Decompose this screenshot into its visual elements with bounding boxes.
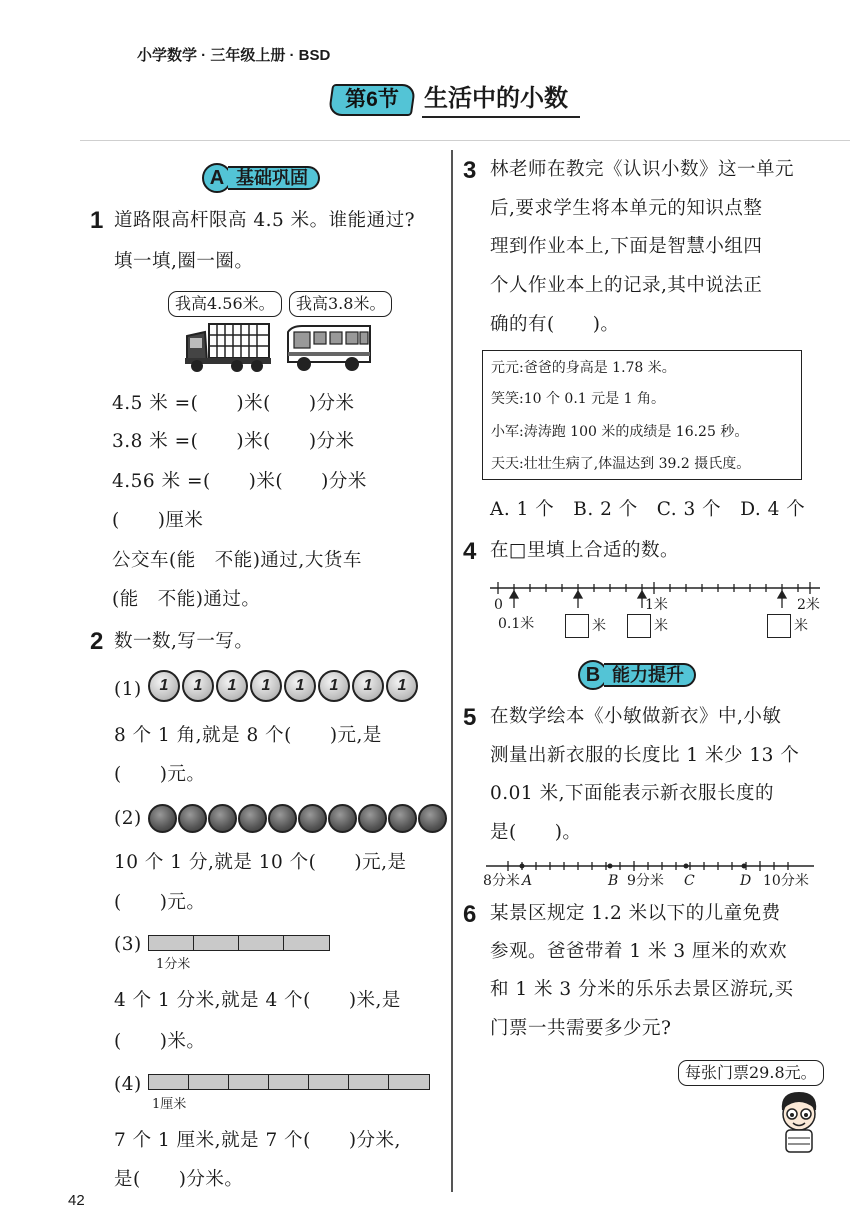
q2-part4-line1: 7 个 1 厘米,就是 7 个( )分米, xyxy=(114,1130,401,1151)
jiao-coin: 1 xyxy=(216,670,248,702)
q5-line: 测量出新衣服的长度比 1 米少 13 个 xyxy=(490,745,800,766)
q3-line: 林老师在教完《认识小数》这一单元 xyxy=(490,159,795,180)
q2-number: 2 xyxy=(90,628,104,655)
q6-line: 参观。爸爸带着 1 米 3 厘米的欢欢 xyxy=(490,941,788,962)
jiao-coin: 1 xyxy=(182,670,214,702)
q2-part1-line2: ( )元。 xyxy=(114,764,206,785)
jiao-coin-row xyxy=(148,670,418,702)
fen-coin xyxy=(208,804,237,833)
q4-unit: 米 xyxy=(654,618,668,634)
notes-box xyxy=(482,350,802,480)
q1-fill-3b: ( )厘米 xyxy=(112,510,204,531)
fen-coin xyxy=(148,804,177,833)
top-divider xyxy=(80,140,850,141)
q5-label-d: D xyxy=(740,873,752,889)
note-xiaoxiao: 笑笑:10 个 0.1 元是 1 角。 xyxy=(491,391,665,407)
decimeter-strip xyxy=(148,935,330,951)
q2-part4-line2: 是( )分米。 xyxy=(114,1169,244,1190)
q2-part1-line1: 8 个 1 角,就是 8 个( )元,是 xyxy=(114,725,382,746)
fen-coin xyxy=(298,804,327,833)
q5-label-8dm: 8分米 xyxy=(483,873,520,889)
fen-coin xyxy=(388,804,417,833)
q6-line: 和 1 米 3 分米的乐乐去景区游玩,买 xyxy=(490,979,794,1000)
q2-part3-label: (3) xyxy=(114,934,142,955)
q2-part2-label: (2) xyxy=(114,808,142,829)
q2-part2-line2: ( )元。 xyxy=(114,892,206,913)
decimeter-unit-label: 1分米 xyxy=(156,957,191,972)
q5-label-c: C xyxy=(684,873,695,889)
q6-line: 门票一共需要多少元? xyxy=(490,1018,672,1039)
section-name: 生活中的小数 xyxy=(424,85,568,112)
fen-coin xyxy=(328,804,357,833)
note-tiantian: 天天:壮壮生病了,体温达到 39.2 摄氏度。 xyxy=(491,456,751,472)
q5-label-10dm: 10分米 xyxy=(763,873,809,889)
series-header: 小学数学 · 三年级上册 · BSD xyxy=(137,47,331,64)
note-yuanyuan: 元元:爸爸的身高是 1.78 米。 xyxy=(491,360,676,376)
centimeter-unit-label: 1厘米 xyxy=(152,1097,187,1112)
q1-number: 1 xyxy=(90,207,104,234)
note-xiaojun: 小军:涛涛跑 100 米的成绩是 16.25 秒。 xyxy=(491,424,749,440)
section-badge xyxy=(328,84,416,116)
q3-line: 理到作业本上,下面是智慧小组四 xyxy=(490,236,763,257)
truck-icon xyxy=(183,320,273,378)
section-badge-text: 第6节 xyxy=(345,88,399,111)
jiao-coin: 1 xyxy=(148,670,180,702)
part-a-letter: A xyxy=(202,163,232,193)
q3-line: 个人作业本上的记录,其中说法正 xyxy=(490,275,763,296)
q1-fill-3a: 4.56 米 =( )米( )分米 xyxy=(112,471,367,492)
q3-number: 3 xyxy=(463,157,477,184)
q1-line2: 填一填,圈一圈。 xyxy=(114,251,254,272)
jiao-coin: 1 xyxy=(318,670,350,702)
fen-coin xyxy=(238,804,267,833)
q4-unit: 米 xyxy=(592,618,606,634)
q3-line: 后,要求学生将本单元的知识点整 xyxy=(490,198,763,219)
part-b-label: 能力提升 xyxy=(604,663,696,687)
q4-label-zero: 0 xyxy=(494,597,503,613)
fen-coin xyxy=(178,804,207,833)
fen-coin xyxy=(418,804,447,833)
q1-line1: 道路限高杆限高 4.5 米。谁能通过? xyxy=(114,210,416,231)
answer-box[interactable] xyxy=(627,614,651,638)
q1-fill-1: 4.5 米 =( )米( )分米 xyxy=(112,393,355,414)
q2-part1-label: (1) xyxy=(114,679,142,700)
jiao-coin: 1 xyxy=(352,670,384,702)
ticket-price-bubble: 每张门票29.8元。 xyxy=(678,1060,824,1086)
q5-line: 在数学绘本《小敏做新衣》中,小敏 xyxy=(490,706,782,727)
q4-title: 在□里填上合适的数。 xyxy=(490,540,679,561)
q3-options: A. 1 个 B. 2 个 C. 3 个 D. 4 个 xyxy=(490,499,806,520)
q5-line: 0.01 米,下面能表示新衣服长度的 xyxy=(490,783,774,804)
q2-part4-label: (4) xyxy=(114,1074,142,1095)
boy-character-icon xyxy=(776,1088,822,1162)
q5-label-a: A xyxy=(522,873,533,889)
jiao-coin: 1 xyxy=(250,670,282,702)
part-a-label: 基础巩固 xyxy=(228,166,320,190)
q1-fill-2: 3.8 米 =( )米( )分米 xyxy=(112,431,355,452)
bus-speech-bubble: 我高3.8米。 xyxy=(289,291,392,317)
q1-choice-2: (能 不能)通过。 xyxy=(112,589,261,610)
q3-line: 确的有( )。 xyxy=(490,314,620,335)
answer-box[interactable] xyxy=(565,614,589,638)
q4-number: 4 xyxy=(463,538,477,565)
q4-label-2m: 2米 xyxy=(797,597,820,613)
jiao-coin: 1 xyxy=(284,670,316,702)
q2-title: 数一数,写一写。 xyxy=(114,631,254,652)
truck-speech-bubble: 我高4.56米。 xyxy=(168,291,282,317)
fen-coin-row xyxy=(148,804,447,833)
q4-label-01m: 0.1米 xyxy=(498,616,535,632)
centimeter-strip xyxy=(148,1074,430,1090)
answer-box[interactable] xyxy=(767,614,791,638)
q2-part3-line2: ( )米。 xyxy=(114,1031,206,1052)
q2-part2-line1: 10 个 1 分,就是 10 个( )元,是 xyxy=(114,852,407,873)
q4-unit: 米 xyxy=(794,618,808,634)
q5-label-9dm: 9分米 xyxy=(627,873,664,889)
q6-number: 6 xyxy=(463,901,477,928)
bus-icon xyxy=(284,322,374,378)
fen-coin xyxy=(358,804,387,833)
q5-line: 是( )。 xyxy=(490,822,582,843)
column-divider xyxy=(451,150,453,1192)
q2-part3-line1-text: 4 个 1 分米,就是 4 个( )米,是 xyxy=(114,990,401,1011)
q1-choice-1: 公交车(能 不能)通过,大货车 xyxy=(112,550,362,571)
jiao-coin: 1 xyxy=(386,670,418,702)
q6-line: 某景区规定 1.2 米以下的儿童免费 xyxy=(490,903,781,924)
q5-number: 5 xyxy=(463,704,477,731)
page-number: 42 xyxy=(68,1192,85,1209)
section-underline xyxy=(422,116,580,118)
q4-label-1m: 1米 xyxy=(645,597,668,613)
part-b-letter: B xyxy=(578,660,608,690)
q5-label-b: B xyxy=(608,873,619,889)
fen-coin xyxy=(268,804,297,833)
